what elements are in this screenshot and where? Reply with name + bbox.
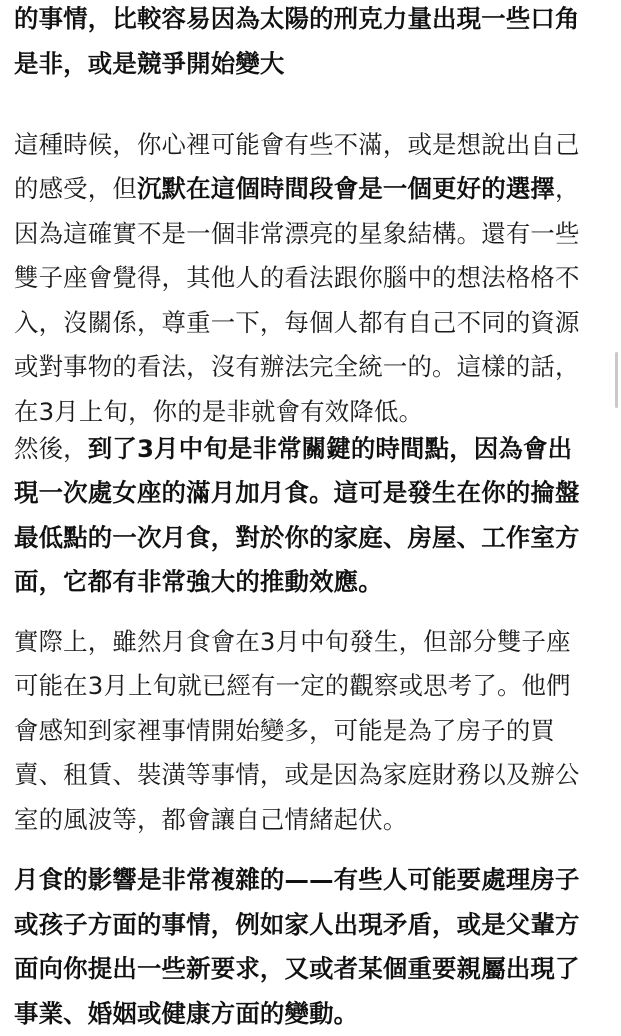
text-line	[14, 947, 580, 992]
text-line	[14, 858, 580, 903]
text-run: 在3月上旬，你的是非就會有效降低。	[14, 396, 424, 426]
text-line	[14, 709, 580, 754]
text-run: 會感知到家裡事情開始變多，可能是為了房子的買	[14, 715, 555, 745]
text-line	[14, 620, 580, 665]
text-line	[14, 798, 580, 843]
text-line	[14, 167, 580, 212]
bold-text-run: 面，它都有非常強大的推動效應。	[14, 567, 383, 596]
paragraph	[14, 620, 580, 843]
paragraph	[14, 0, 580, 86]
text-line	[14, 212, 580, 257]
text-run: 這種時候，你心裡可能會有些不滿，或是想說出自己	[14, 129, 580, 159]
paragraph	[14, 123, 580, 435]
text-run: 雙子座會覺得，其他人的看法跟你腦中的想法格格不	[14, 263, 580, 293]
text-line	[14, 42, 580, 87]
text-line	[14, 471, 580, 516]
bold-text-run: 最低點的一次月食，對於你的家庭、房屋、工作室方	[14, 522, 580, 552]
text-run: 賣、租賃、裝潢等事情，或是因為家庭財務以及辦公	[14, 760, 580, 789]
bold-text-run: 是非，或是競爭開始變大	[14, 48, 285, 78]
text-run: 實際上，雖然月食會在3月中旬發生，但部分雙子座	[14, 626, 571, 656]
text-run: 然後，	[14, 433, 88, 463]
text-line	[14, 903, 580, 948]
text-run: 可能在3月上旬就已經有一定的觀察或思考了。他們	[14, 671, 571, 700]
text-run: 室的風波等，都會讓自己情緒起伏。	[14, 804, 408, 834]
bold-text-run: 現一次處女座的滿月加月食。這可是發生在你的掄盤	[14, 478, 580, 507]
text-line	[14, 753, 580, 798]
text-run: 或對事物的看法，沒有辦法完全統一的。這樣的話，	[14, 352, 580, 382]
text-line	[14, 560, 580, 605]
text-line	[14, 664, 580, 709]
text-run: ，	[555, 174, 580, 204]
paragraph	[14, 427, 580, 605]
text-line	[14, 301, 580, 346]
bold-text-run: 月食的影響是非常複雜的——有些人可能要處理房子	[14, 865, 580, 895]
bold-text-run: 沉默在這個時間段會是一個更好的選擇	[136, 174, 556, 204]
bold-text-run: 面向你提出一些新要求，又或者某個重要親屬出現了	[14, 954, 580, 984]
text-line	[14, 516, 580, 561]
bold-text-run: 到了3月中旬是非常關鍵的時間點，因為會出	[87, 433, 573, 463]
paragraph	[14, 858, 580, 1036]
text-line	[14, 123, 580, 168]
bold-text-run: 或孩子方面的事情，例如家人出現矛盾，或是父輩方	[14, 909, 580, 939]
bold-text-run: 的事情，比較容易因為太陽的刑克力量出現一些口角	[14, 4, 580, 34]
bold-text-run: 事業、婚姻或健康方面的變動。	[14, 998, 359, 1028]
text-run: 入，沒關係，尊重一下，每個人都有自己不同的資源	[14, 307, 580, 337]
scrollbar-thumb[interactable]	[615, 352, 618, 408]
text-line	[14, 992, 580, 1036]
text-run: 的感受，但	[14, 174, 137, 204]
text-run: 因為這確實不是一個非常漂亮的星象結構。還有一些	[14, 218, 580, 248]
text-line	[14, 0, 580, 42]
text-line	[14, 345, 580, 390]
text-line	[14, 256, 580, 301]
text-line	[14, 427, 580, 472]
